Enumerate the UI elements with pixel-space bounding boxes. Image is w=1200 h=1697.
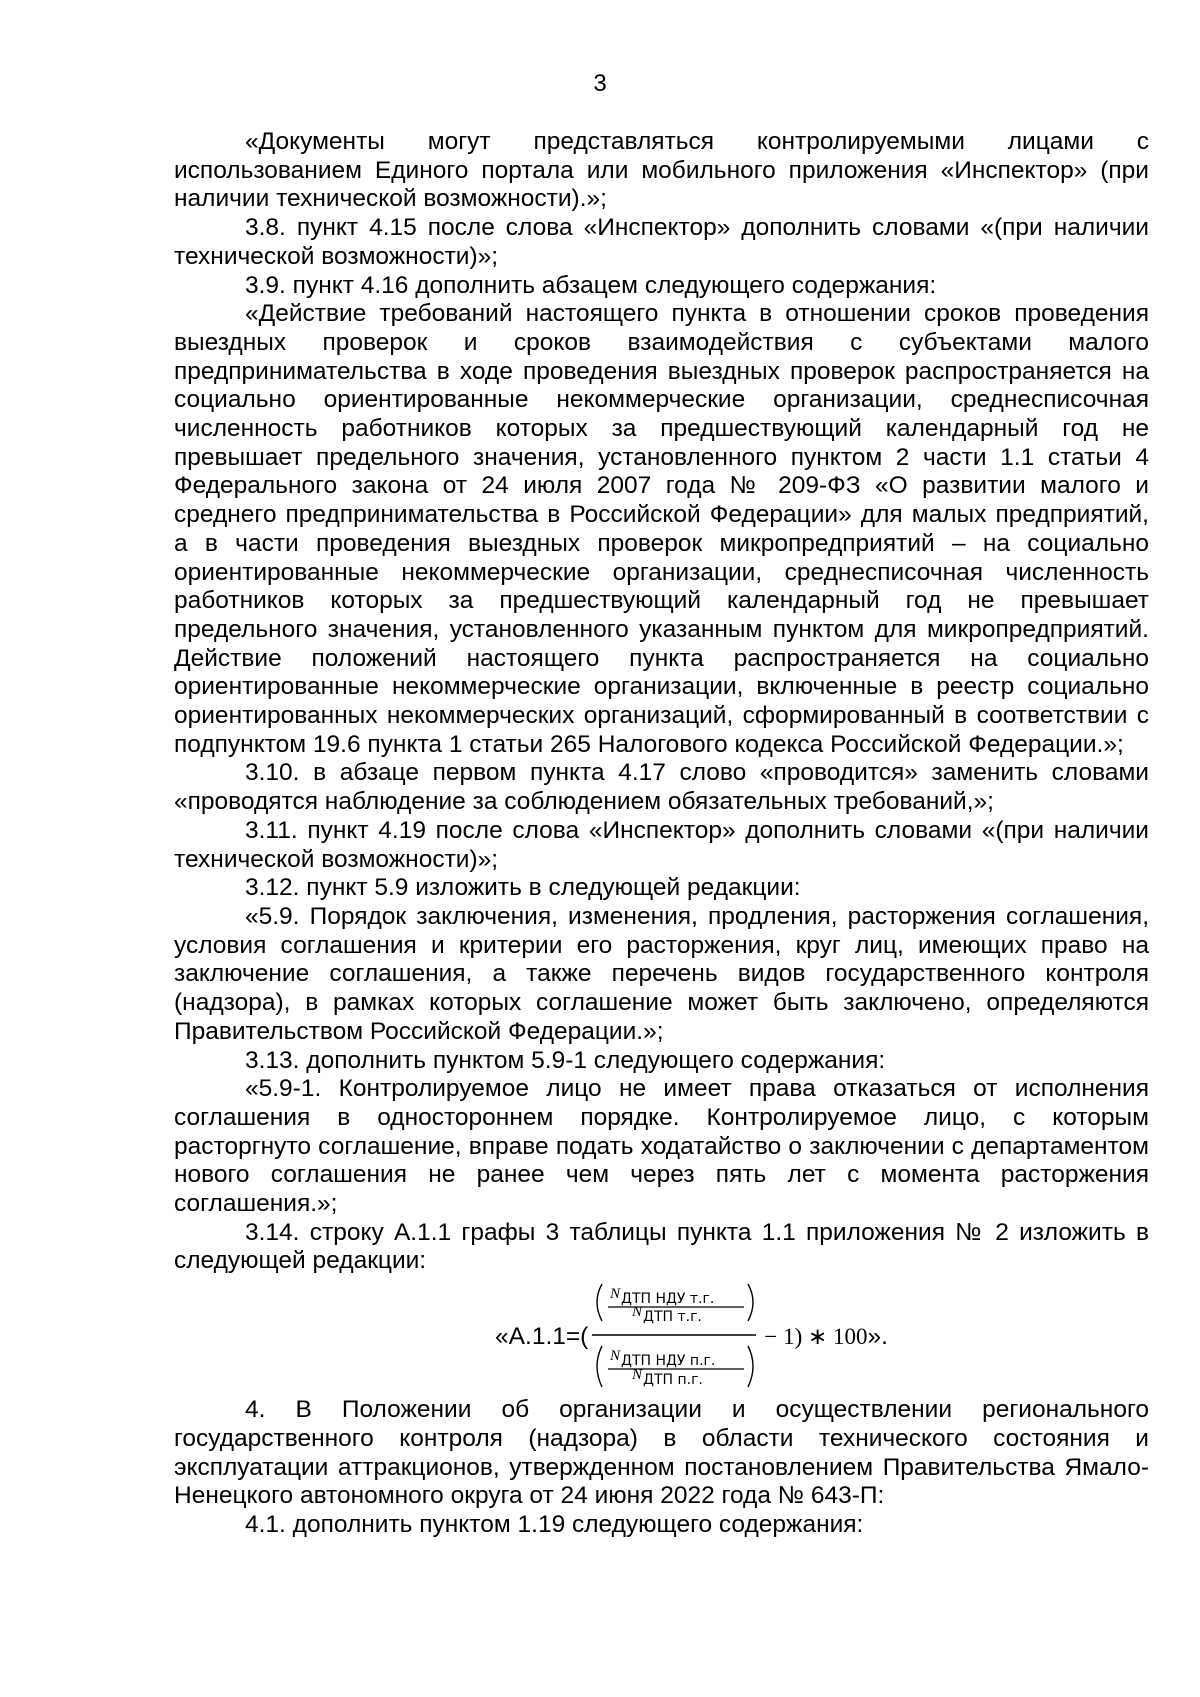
formula-tail: − 1) ∗ 100	[764, 1323, 868, 1349]
paragraph: 3.13. дополнить пунктом 5.9-1 следующего содержания:	[245, 1046, 886, 1074]
document-body	[174, 128, 1149, 1540]
paragraph: 3.10. в абзаце первом пункта 4.17 слово «проводится» заменить словами «проводятся наблюдение за соблюдением обязательных требований,»;	[174, 759, 1149, 816]
bottom-denominator-subscript: ДТП п.г.	[643, 1372, 704, 1389]
paragraph: 3.12. пункт 5.9 изложить в следующей редакции:	[245, 874, 801, 902]
formula-prefix: «А.1.1=(	[495, 1322, 589, 1350]
paragraph: «5.9. Порядок заключения, изменения, продления, расторжения соглашения, условия соглашения и критерии его расторжения, круг лиц, имеющих право на заключение соглашения, а также перечень видов государственного контроля (надзора), в рамках которых соглашение может быть заключено, определяются Правительством Российской Федерации.»;	[174, 902, 1149, 1045]
formula	[174, 1280, 1149, 1394]
top-numerator-symbol: N	[610, 1286, 621, 1303]
paragraph: 3.11. пункт 4.19 после слова «Инспектор» дополнить словами «(при наличии технической возможности)»;	[174, 816, 1149, 873]
paragraph: 4.1. дополнить пунктом 1.19 следующего содержания:	[245, 1510, 864, 1538]
top-numerator-subscript: ДТП НДУ т.г.	[621, 1291, 715, 1308]
bottom-numerator-symbol: N	[610, 1348, 621, 1365]
paragraph: 3.8. пункт 4.15 после слова «Инспектор» дополнить словами «(при наличии технической возможности)»;	[174, 214, 1149, 270]
paragraph: 3.9. пункт 4.16 дополнить абзацем следующего содержания:	[245, 271, 937, 299]
page-number: 3	[593, 70, 607, 97]
bottom-denominator-symbol: N	[632, 1367, 643, 1384]
top-denominator-symbol: N	[632, 1304, 643, 1321]
paragraph: 4. В Положении об организации и осуществлении регионального государственного контроля (надзора) в области технического состояния и эксплуатации аттракционов, утвержденном постановлением Правительства Ямало-Ненецкого автономного округа от 24 июня 2022 года № 643-П:	[174, 1396, 1149, 1510]
top-denominator-subscript: ДТП т.г.	[643, 1309, 703, 1326]
paragraph: «Действие требований настоящего пункта в отношении сроков проведения выездных проверок и сроков взаимодействия с субъектами малого предпринимательства в ходе проведения выездных проверок распространяется на социально ориентированные некоммерческие организации, среднесписочная численность работников которых за предшествующий календарный год не превышает предельного значения, установленного пунктом 2 части 1.1 статьи 4 Федерального закона от 24 июля 2007 года № 209-ФЗ «О развитии малого и среднего предпринимательства в Российской Федерации» для малых предприятий, а в части проведения выездных проверок микропредприятий – на социально ориентированные некоммерческие организации, среднесписочная численность работников которых за предшествующий календарный год не превышает предельного значения, установленного указанным пунктом для микропредприятий. Действие положений настоящего пункта распространяется на социально ориентированные некоммерческие организации, включенные в реестр социально ориентированных некоммерческих организаций, сформированный в соответствии с подпунктом 19.6 пункта 1 статьи 265 Налогового кодекса Российской Федерации.»;	[174, 300, 1149, 758]
paragraph: 3.14. строку А.1.1 графы 3 таблицы пункта 1.1 приложения № 2 изложить в следующей редакции:	[174, 1218, 1149, 1275]
bottom-numerator-subscript: ДТП НДУ п.г.	[621, 1353, 716, 1370]
formula-fraction	[588, 1280, 758, 1394]
paragraph: «5.9-1. Контролируемое лицо не имеет права отказаться от исполнения соглашения в одностороннем порядке. Контролируемое лицо, с которым расторгнуто соглашение, вправе подать ходатайство о заключении с департаментом нового соглашения не ранее чем через пять лет с момента расторжения соглашения.»;	[174, 1075, 1149, 1218]
formula-suffix: ».	[867, 1322, 888, 1350]
paragraph: «Документы могут представляться контролируемыми лицами с использованием Единого портала или мобильного приложения «Инспектор» (при наличии технической возможности).»;	[174, 128, 1149, 213]
